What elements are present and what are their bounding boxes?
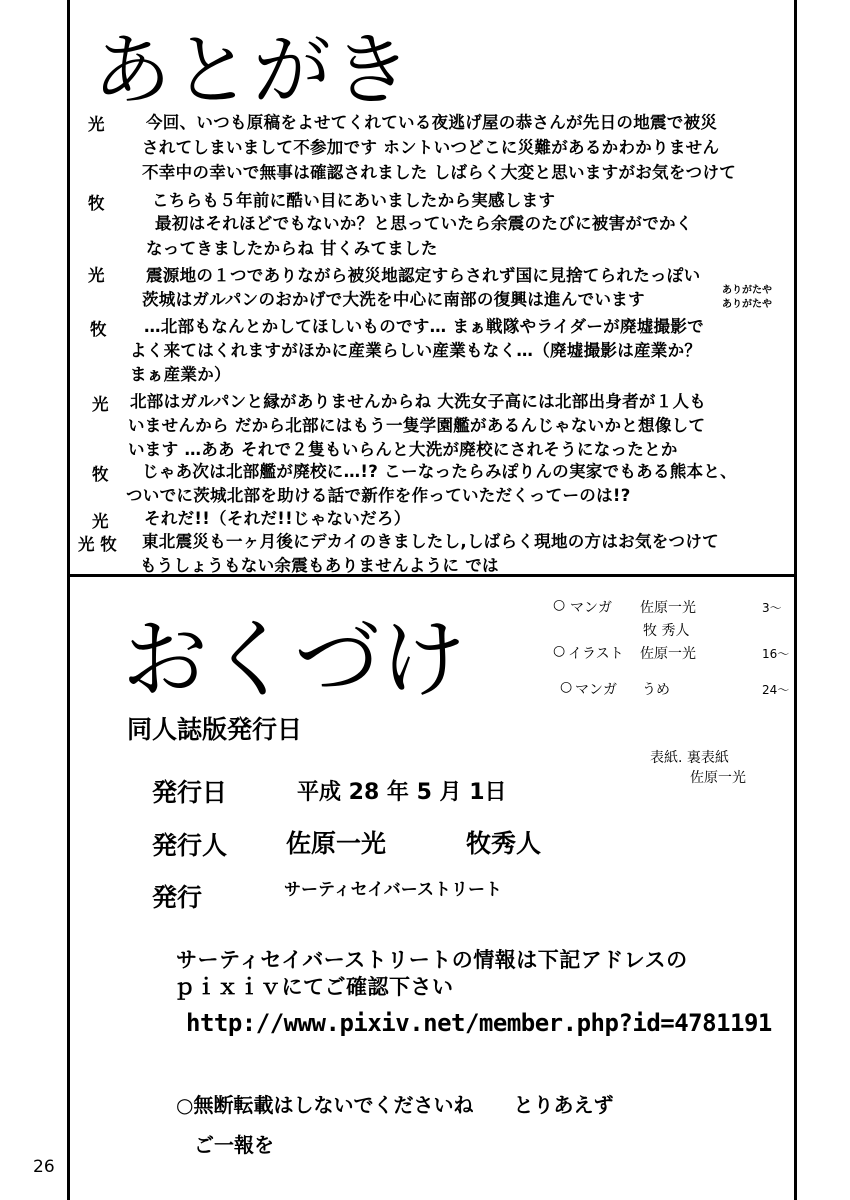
speaker-label: 牧 (88, 194, 105, 213)
speaker-label: 光 (92, 395, 109, 414)
speaker-label: 光 (92, 512, 109, 531)
dialogue-line: います …ああ それで２隻もいらんと大洗が廃校にされそうになったとか (128, 440, 678, 459)
notice-line: ご一報を (194, 1133, 274, 1157)
dialogue-line: 今回、いつも原稿をよせてくれている夜逃げ屋の恭さんが先日の地震で被災 (146, 113, 718, 132)
speaker-label: 光 (88, 115, 105, 134)
publisher-name: 牧秀人 (466, 829, 542, 858)
colophon-title: おくづけ (122, 610, 466, 710)
credit-type: マンガ (570, 600, 612, 616)
info-line: サーティセイバーストリートの情報は下記アドレスの (176, 948, 688, 972)
publisher-label: 発行人 (152, 831, 228, 860)
dialogue-line: ついでに茨城北部を助ける話で新作を作っていただくってーのは!? (126, 486, 631, 505)
dialogue-line: 不幸中の幸いで無事は確認されました しばらく大変と思いますがお気をつけて (142, 163, 737, 182)
afterword-title: あとがき (93, 26, 414, 116)
credit-type: イラスト (568, 646, 624, 662)
speaker-label: 牧 (92, 465, 109, 484)
pixiv-url[interactable]: http://www.pixiv.net/member.php?id=4781191 (186, 1009, 772, 1037)
dialogue-line: まぁ産業か） (130, 365, 231, 384)
right-border (794, 0, 797, 1200)
date-label: 発行日 (152, 778, 228, 807)
cover-credit-name: 佐原一光 (690, 770, 746, 786)
notice-line: ○無断転載はしないでくださいね とりあえず (176, 1093, 614, 1117)
dialogue-line: 茨城はガルパンのおかげで大洗を中心に南部の復興は進んでいます (142, 290, 645, 309)
issuer-label: 発行 (152, 883, 203, 912)
credit-name: 牧 秀人 (643, 623, 690, 639)
speaker-label: 光 牧 (78, 535, 117, 554)
page-number: 26 (33, 1157, 55, 1177)
credit-page: 3～ (762, 601, 782, 615)
edition-heading: 同人誌版発行日 (127, 715, 303, 744)
speaker-label: 牧 (90, 320, 107, 339)
dialogue-line: なってきましたからね 甘くみてました (146, 239, 438, 258)
left-border (67, 0, 70, 1200)
credit-name: うめ (642, 682, 670, 698)
credit-type: マンガ (575, 682, 617, 698)
dialogue-line: いませんから だから北部にはもう一隻学園艦があるんじゃないかと想像して (128, 416, 706, 435)
speaker-label: 光 (88, 266, 105, 285)
dialogue-line: 北部はガルパンと縁がありませんからね 大洗女子高には北部出身者が１人も (130, 392, 707, 411)
dialogue-line: 震源地の１つでありながら被災地認定すらされず国に見捨てられたっぽい (146, 266, 701, 285)
cover-credit-label: 表紙. 裏表紙 (650, 750, 729, 766)
dialogue-line: もうしょうもない余震もありませんように では (140, 556, 499, 575)
credit-mark: ○ (553, 597, 566, 613)
dialogue-line: …北部もなんとかしてほしいものです… まぁ戦隊やライダーが廃墟撮影で (144, 317, 704, 336)
date-value: 平成 28 年 5 月 1日 (297, 780, 507, 805)
dialogue-line: されてしまいまして不参加です ホントいつどこに災難があるかわかりません (142, 138, 720, 157)
dialogue-line: よく来てはくれますがほかに産業らしい産業もなく…（廃墟撮影は産業か？ (130, 341, 702, 360)
credit-name: 佐原一光 (640, 600, 696, 616)
dialogue-line: それだ!!（それだ!!じゃないだろ） (144, 509, 411, 528)
publisher-name: 佐原一光 (286, 829, 387, 858)
ruby-annotation: ありがたや (722, 299, 772, 310)
credit-name: 佐原一光 (640, 646, 696, 662)
credit-page: 24～ (762, 683, 790, 697)
ruby-annotation: ありがたや (722, 285, 772, 296)
issuer-value: サーティセイバーストリート (284, 880, 502, 900)
credit-mark: ○ (560, 679, 573, 695)
dialogue-line: じゃあ次は北部艦が廃校に…!? こーなったらみぽりんの実家でもある熊本と、 (142, 462, 737, 481)
dialogue-line: こちらも５年前に酷い目にあいましたから実感します (152, 191, 556, 210)
credit-page: 16～ (762, 647, 790, 661)
dialogue-line: 東北震災も一ヶ月後にデカイのきましたし,しばらく現地の方はお気をつけて (142, 532, 719, 551)
info-line: ｐｉｘｉｖにてご確認下さい (174, 975, 454, 999)
dialogue-line: 最初はそれほどでもないか？と思っていたら余震のたびに被害がでかく (155, 214, 693, 233)
credit-mark: ○ (553, 643, 566, 659)
